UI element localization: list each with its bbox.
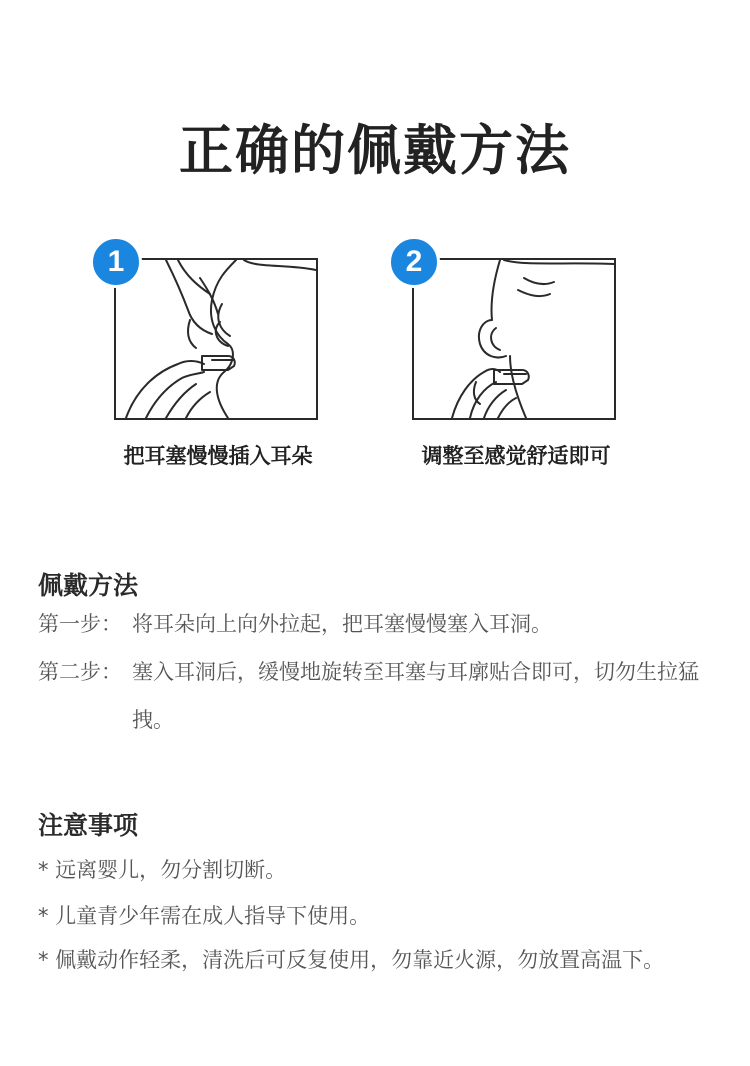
step-2-illustration <box>412 258 616 420</box>
step-1-badge: 1 <box>90 236 142 288</box>
notes-heading: 注意事项 <box>38 811 139 840</box>
wearing-method-heading: 佩戴方法 <box>38 571 139 600</box>
wearing-step-1 <box>38 608 552 640</box>
page-title: 正确的佩戴方法 <box>179 119 571 182</box>
step-2-badge: 2 <box>388 236 440 288</box>
step-1-panel <box>88 236 348 476</box>
note-item: * 儿童青少年需在成人指导下使用。 <box>38 904 371 928</box>
step-2-text: 塞入耳洞后，缓慢地旋转至耳塞与耳廓贴合即可，切勿生拉猛拽。 <box>132 660 699 732</box>
step-1-label: 第一步： <box>38 612 122 636</box>
note-item: * 佩戴动作轻柔，清洗后可反复使用，勿靠近火源，勿放置高温下。 <box>38 948 665 972</box>
step-2-caption: 调整至感觉舒适即可 <box>421 444 611 468</box>
step-2-label: 第二步： <box>38 660 122 684</box>
step-1-caption: 把耳塞慢慢插入耳朵 <box>123 444 313 468</box>
step-1-illustration <box>114 258 318 420</box>
wearing-step-2 <box>38 648 728 744</box>
step-2-panel <box>386 236 646 476</box>
step-1-text: 将耳朵向上向外拉起，把耳塞慢慢塞入耳洞。 <box>132 612 552 636</box>
note-item: * 远离婴儿，勿分割切断。 <box>38 858 287 882</box>
